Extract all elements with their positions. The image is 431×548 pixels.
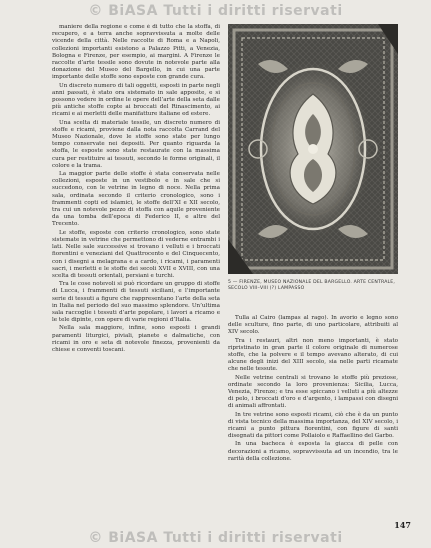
paragraph: In tre vetrine sono esposti ricami, ciò che è da un punto di vista tecnico della massima importanza, del XIV secolo, i ricami a punto pittura fiorentini, con figure di santi disegnati da pittori come Pollaiolo e Raffaellino del Garbo.: [228, 411, 398, 440]
paragraph: Tra le cose notevoli si può ricordare un gruppo di stoffe di Lucca, i frammenti di tessuti siciliani, e l’importante serie di tessuti a figure che rappresentano l’arte della seta in Italia nel periodo del suo massimo splendore. Un’ultima sala raccoglie i tessuti d’arte popolare, i lavori a ricamo e le tele dipinte, con opere di varie regioni d’Italia.: [52, 281, 220, 324]
page-number: 147: [394, 520, 411, 530]
paragraph: Nelle vetrine centrali si trovano le stoffe più preziose, ordinate secondo la loro provenienza: Sicilia, Lucca, Venezia, Firenze; e tra esse spiccano i velluti a più altezze di pelo, i broccati d’oro e d’argento, i lampassi con disegni di animali affrontati.: [228, 374, 398, 410]
left-text-column: [52, 24, 220, 524]
watermark-bottom: © BiASA Tutti i diritti riservati: [88, 530, 343, 546]
paragraph: Nella sala maggiore, infine, sono esposti i grandi paramenti liturgici, piviali, pianete e dalmatiche, con ricami in oro e seta di notevole finezza, provenienti da chiese e conventi toscani.: [52, 325, 220, 353]
paragraph: La maggior parte delle stoffe è stata conservata nelle collezioni, esposte in un vestibolo e in sale che si succedono, con le vetrine in legno di noce. Nella prima sala, ordinata secondo il criterio cronologico, sono i frammenti copti ed islamici, le stoffe dell’XI e XII secolo, tra cui un notevole pezzo di stoffa con aquile proveniente da una tomba dell’epoca di Federico II, e altre del Trecento.: [52, 171, 220, 228]
paragraph: Una scelta di materiale tessile, un discreto numero di stoffe e ricami, proviene dalla nota raccolta Carrand del Museo Nazionale, dove le stoffe sono state per lungo tempo conservate nei depositi. Per quanto riguarda la stoffa, le esposte sono state restaurate con la massima cura per restituire ai tessuti, secondo le forme originali, il colore e la trama.: [52, 119, 220, 169]
paragraph: Tulla al Cairo (lampas al rago). In avorio e legno sono delle sculture, fino parte, di uno particolare, attribuiti al XIV secolo.: [228, 315, 398, 336]
watermark-top: © BiASA Tutti i diritti riservati: [88, 3, 343, 19]
textile-pattern-image: [228, 24, 398, 274]
paragraph: Un discreto numero di tali oggetti, esposti in parte negli anni passati, è stato ora sistemato in sale apposite, e si possono vedere in ordine le opere dell’arte della seta dalle più antiche stoffe copte ai broccati del Rinascimento, ai ricami e ai merletti delle manifatture italiane ed estere.: [52, 82, 220, 118]
figure-caption: 5 — FIRENZE, MUSEO NAZIONALE DEL BARGELLO. ARTE CENTRALE, SECOLO VIII–VIII (?) LAMPASSO: [228, 280, 396, 291]
paragraph: maniere della regione e come è di tutto che la stoffa, di recupero, e a terra anche sopravvissuta a molte delle vicende della città. Nelle raccolte di Roma e a Napoli, collezioni importanti esistono a Palazzo Pitti, a Venezia, Bologna e Firenze, per esempio, ai margini. A Firenze le raccolte d’arte tessile sono dovute in notevole parte alla donazione del Museo del Bargello, in cui una parte importante delle stoffe sono esposte con grande cura.: [52, 24, 220, 81]
textile-photograph: [228, 24, 398, 274]
right-text-column: [228, 315, 398, 525]
paragraph: Le stoffe, esposte con criterio cronologico, sono state sistemate in vetrine che permettono di vederne entrambi i lati. Nelle sale successive si trovano i velluti e i broccati fiorentini e veneziani del Quattrocento e del Cinquecento, con i disegni a melagrana e a cardo, i ricami, i paramenti sacri, i merletti e le stoffe dei secoli XVII e XVIII, con una scelta di tessuti orientali, persiani e turchi.: [52, 229, 220, 279]
paragraph: Tra i restauri, altri non meno importanti, è stato ripristinato in gran parte il colore originale di numerose stoffe, che la polvere e il tempo avevano alterato, di cui alcune degli inizi del XIII secolo, sia nelle parti ricamate che nelle tessute.: [228, 337, 398, 373]
paragraph: In una bacheca è esposta la giacca di pelle con decorazioni a ricamo, sopravvissuta ad un incendio, tra le rarità della collezione.: [228, 441, 398, 462]
